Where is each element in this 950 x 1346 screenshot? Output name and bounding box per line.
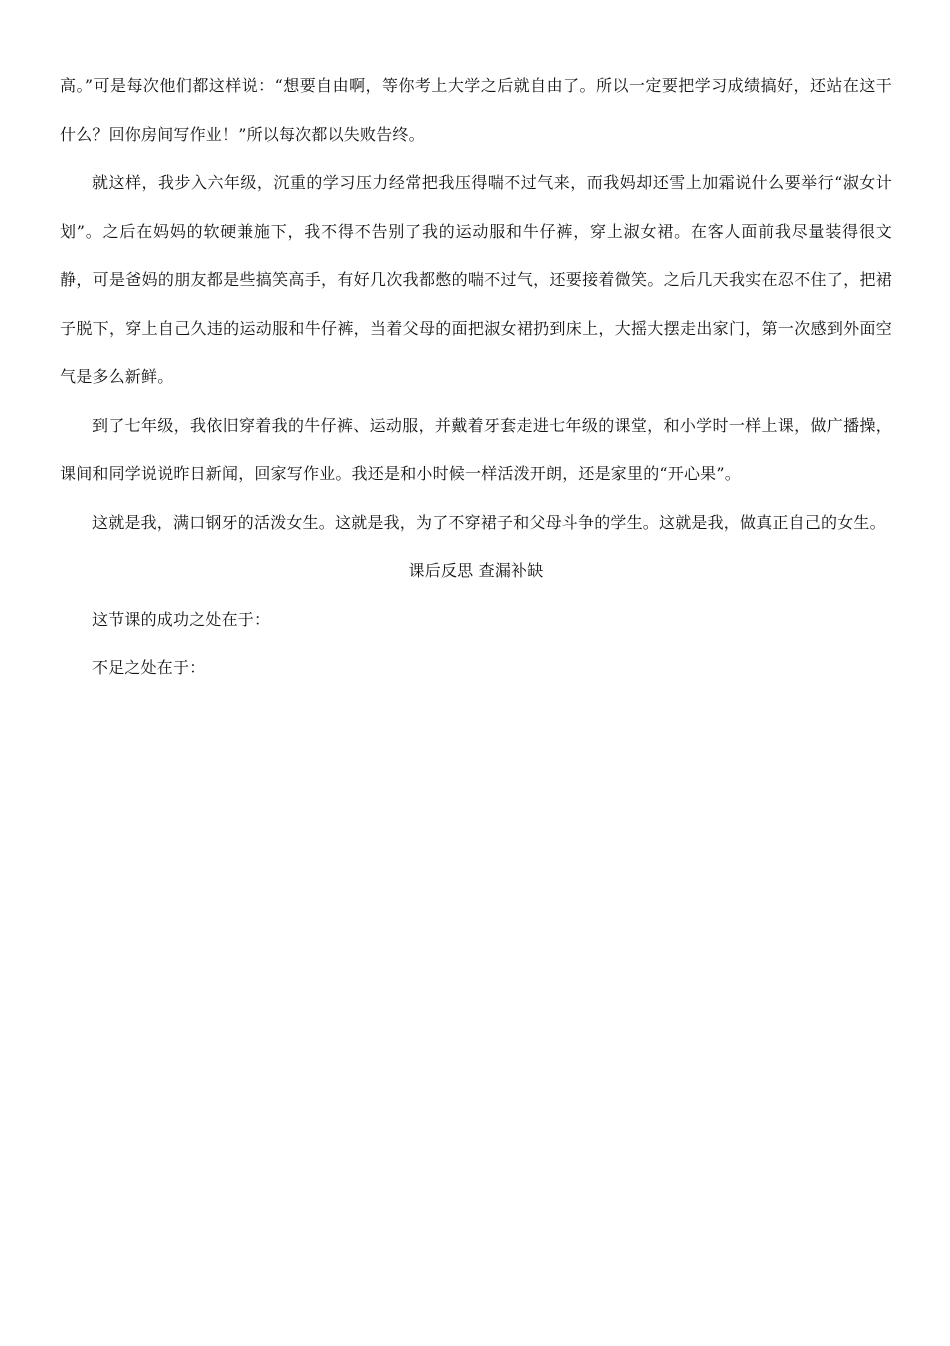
shortcoming-label: 不足之处在于： — [92, 657, 206, 677]
paragraph-2: 就这样，我步入六年级，沉重的学习压力经常把我压得喘不过气来，而我妈却还雪上加霜说什么要举行“淑女计划”。之后在妈妈的软硬兼施下，我不得不告别了我的运动服和牛仔裤，穿上淑女裙。在客人面前我尽量装得很文静，可是爸妈的朋友都是些搞笑高手，有好几次我都憋的喘不过气，还要接着微笑。之后几天我实在忍不住了，把裙子脱下，穿上自己久违的运动服和牛仔裤，当着父母的面把淑女裙扔到床上，大摇大摆走出家门，第一次感到外面空气是多么新鲜。 — [60, 173, 892, 386]
paragraph-1: 高。”可是每次他们都这样说：“想要自由啊，等你考上大学之后就自由了。所以一定要把学习成绩搞好，还站在这干什么？回你房间写作业！”所以每次都以失败告终。 — [60, 76, 892, 144]
paragraph-3: 到了七年级，我依旧穿着我的牛仔裤、运动服，并戴着牙套走进七年级的课堂，和小学时一样上课，做广播操，课间和同学说说昨日新闻，回家写作业。我还是和小时候一样活泼开朗，还是家里的“开心果”。 — [60, 415, 892, 483]
success-label: 这节课的成功之处在于： — [92, 609, 271, 629]
document-page — [60, 62, 892, 692]
paragraph-4: 这就是我，满口钢牙的活泼女生。这就是我，为了不穿裙子和父母斗争的学生。这就是我，做真正自己的女生。 — [92, 512, 886, 532]
section-title: 课后反思 查漏补缺 — [408, 561, 544, 580]
